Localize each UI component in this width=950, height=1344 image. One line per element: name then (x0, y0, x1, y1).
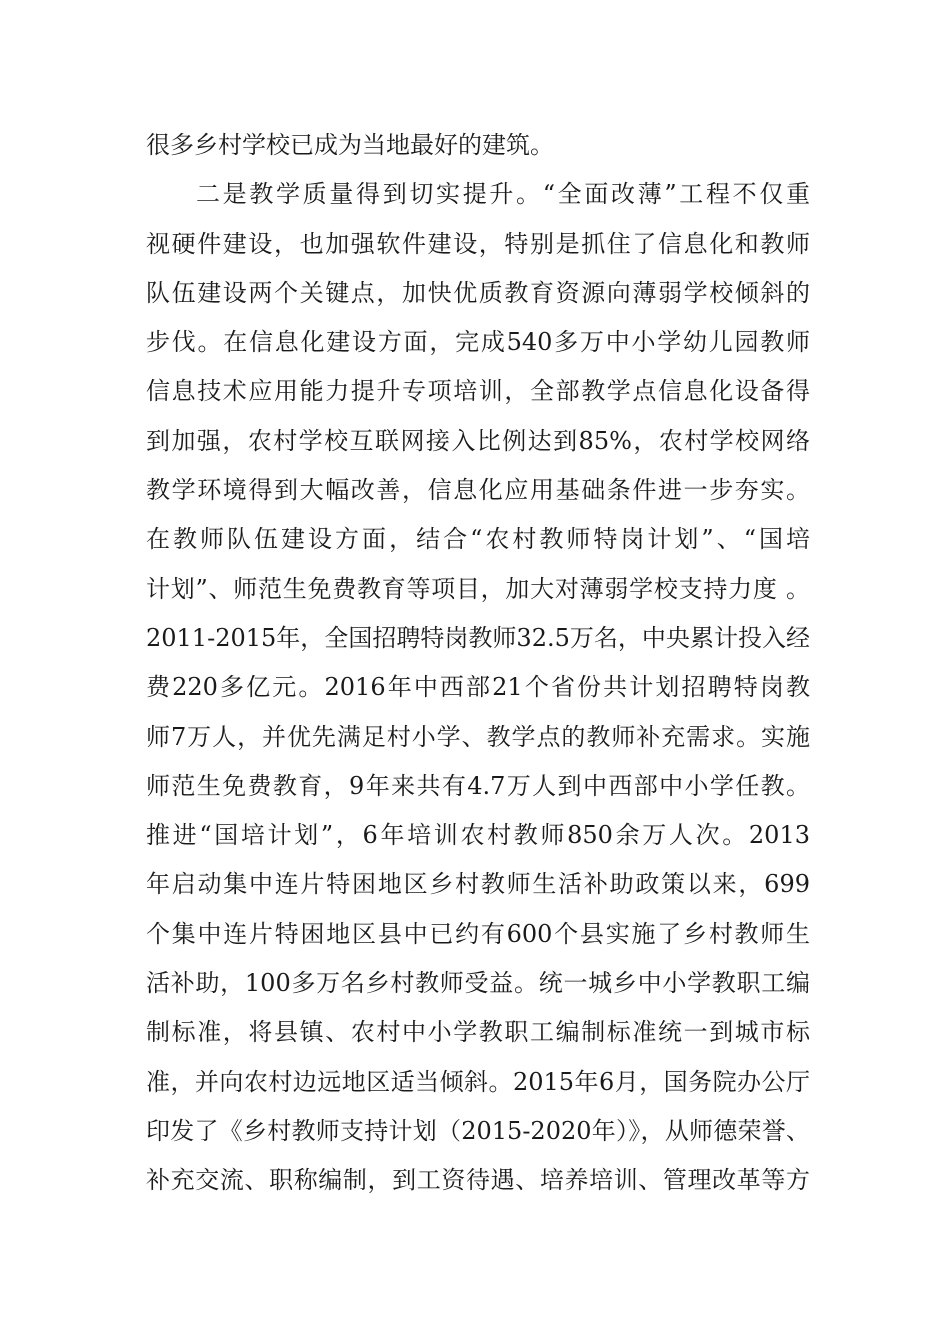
text-line: 推进“国培计划”，6年培训农村教师850余万人次。2013 (146, 821, 810, 850)
text-line: 费220多亿元。2016年中西部21个省份共计划招聘特岗教 (146, 673, 810, 702)
text-line: 2011-2015年，全国招聘特岗教师32.5万名，中央累计投入经 (146, 623, 810, 652)
text-line: 计划”、师范生免费教育等项目，加大对薄弱学校支持力度 。 (146, 574, 810, 603)
text-line: 准，并向农村边远地区适当倾斜。2015年6月，国务院办公厅 (146, 1067, 810, 1096)
text-line: 视硬件建设，也加强软件建设，特别是抓住了信息化和教师 (146, 229, 810, 258)
text-line: 教学环境得到大幅改善，信息化应用基础条件进一步夯实。 (146, 476, 810, 505)
text-line: 很多乡村学校已成为当地最好的建筑。 (146, 131, 554, 159)
text-line: 师7万人，并优先满足村小学、教学点的教师补充需求。实施 (146, 722, 810, 751)
text-line: 信息技术应用能力提升专项培训，全部教学点信息化设备得 (146, 377, 810, 406)
text-line: 活补助，100多万名乡村教师受益。统一城乡中小学教职工编 (146, 969, 810, 998)
text-line: 印发了《乡村教师支持计划（2015-2020年）》，从师德荣誉、 (146, 1116, 810, 1145)
paragraph-first-line: 二是教学质量得到切实提升。“全面改薄”工程不仅重 (196, 180, 810, 209)
text-line: 在教师队伍建设方面，结合“农村教师特岗计划”、“国培 (146, 525, 810, 554)
text-line: 到加强，农村学校互联网接入比例达到85%，农村学校网络 (146, 426, 810, 455)
text-line: 制标准，将县镇、农村中小学教职工编制标准统一到城市标 (146, 1018, 810, 1047)
text-line: 队伍建设两个关键点，加快优质教育资源向薄弱学校倾斜的 (146, 278, 810, 307)
body-text (146, 121, 810, 1206)
text-line: 年启动集中连片特困地区乡村教师生活补助政策以来，699 (146, 870, 810, 899)
text-line: 个集中连片特困地区县中已约有600个县实施了乡村教师生 (146, 919, 810, 948)
text-line: 补充交流、职称编制，到工资待遇、培养培训、管理改革等方 (146, 1166, 810, 1195)
text-line: 师范生免费教育，9年来共有4.7万人到中西部中小学任教。 (146, 771, 810, 800)
text-line: 步伐。在信息化建设方面，完成540多万中小学幼儿园教师 (146, 328, 810, 357)
